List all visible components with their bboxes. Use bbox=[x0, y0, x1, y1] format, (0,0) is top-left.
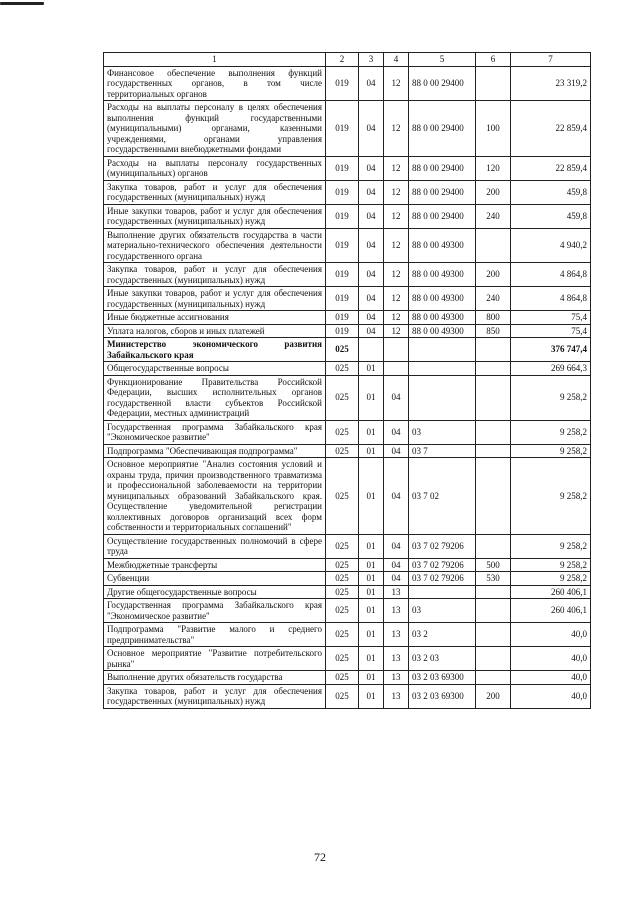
row-expense-type bbox=[476, 647, 511, 671]
row-name: Выполнение других обязательств государства в части материально-технического обеспечения деятельности государственного органа bbox=[104, 228, 326, 263]
row-target-article bbox=[409, 585, 476, 599]
row-subsection: 04 bbox=[384, 420, 409, 444]
row-ministry-code: 025 bbox=[326, 599, 359, 623]
table-row bbox=[104, 558, 591, 572]
row-name: Общегосударственные вопросы bbox=[104, 362, 326, 376]
row-section: 01 bbox=[359, 671, 384, 685]
table-row bbox=[104, 228, 591, 263]
row-expense-type bbox=[476, 623, 511, 647]
row-subsection: 12 bbox=[384, 66, 409, 101]
table-row bbox=[104, 684, 591, 708]
row-subsection: 04 bbox=[384, 558, 409, 572]
row-section: 01 bbox=[359, 623, 384, 647]
row-expense-type bbox=[476, 338, 511, 362]
row-name: Расходы на выплаты персоналу государственных (муниципальных) органов bbox=[104, 156, 326, 180]
row-expense-type bbox=[476, 362, 511, 376]
row-expense-type: 800 bbox=[476, 311, 511, 325]
row-target-article: 88 0 00 29400 bbox=[409, 180, 476, 204]
row-expense-type: 530 bbox=[476, 572, 511, 586]
row-amount: 40,0 bbox=[511, 684, 591, 708]
row-amount: 260 406,1 bbox=[511, 599, 591, 623]
table-row bbox=[104, 156, 591, 180]
row-subsection: 04 bbox=[384, 375, 409, 420]
row-target-article: 88 0 00 49300 bbox=[409, 263, 476, 287]
row-ministry-code: 025 bbox=[326, 444, 359, 458]
row-subsection: 13 bbox=[384, 684, 409, 708]
row-name: Государственная программа Забайкальского края "Экономическое развитие" bbox=[104, 599, 326, 623]
row-expense-type: 850 bbox=[476, 324, 511, 338]
row-amount: 459,8 bbox=[511, 204, 591, 228]
row-name: Министерство экономического развития Забайкальского края bbox=[104, 338, 326, 362]
row-section: 01 bbox=[359, 420, 384, 444]
row-name: Осуществление государственных полномочий в сфере труда bbox=[104, 534, 326, 558]
row-name: Закупка товаров, работ и услуг для обеспечения государственных (муниципальных) нужд bbox=[104, 180, 326, 204]
row-amount: 75,4 bbox=[511, 324, 591, 338]
table-row bbox=[104, 311, 591, 325]
row-expense-type: 500 bbox=[476, 558, 511, 572]
row-ministry-code: 025 bbox=[326, 647, 359, 671]
row-name: Другие общегосударственные вопросы bbox=[104, 585, 326, 599]
row-ministry-code: 025 bbox=[326, 572, 359, 586]
row-section: 01 bbox=[359, 362, 384, 376]
row-expense-type: 200 bbox=[476, 263, 511, 287]
row-target-article: 88 0 00 49300 bbox=[409, 324, 476, 338]
table-row bbox=[104, 287, 591, 311]
row-target-article: 03 2 bbox=[409, 623, 476, 647]
row-amount: 40,0 bbox=[511, 647, 591, 671]
row-target-article: 88 0 00 49300 bbox=[409, 311, 476, 325]
row-expense-type bbox=[476, 534, 511, 558]
row-expense-type bbox=[476, 228, 511, 263]
row-subsection: 12 bbox=[384, 263, 409, 287]
row-ministry-code: 025 bbox=[326, 338, 359, 362]
row-amount: 9 258,2 bbox=[511, 534, 591, 558]
row-subsection: 12 bbox=[384, 180, 409, 204]
row-subsection: 12 bbox=[384, 204, 409, 228]
row-amount: 23 319,2 bbox=[511, 66, 591, 101]
row-target-article: 03 7 bbox=[409, 444, 476, 458]
row-amount: 75,4 bbox=[511, 311, 591, 325]
row-ministry-code: 025 bbox=[326, 362, 359, 376]
row-section: 01 bbox=[359, 684, 384, 708]
row-name: Финансовое обеспечение выполнения функций государственных органов, в том числе территориальных органов bbox=[104, 66, 326, 101]
row-amount: 22 859,4 bbox=[511, 156, 591, 180]
row-section: 04 bbox=[359, 228, 384, 263]
row-name: Иные бюджетные ассигнования bbox=[104, 311, 326, 325]
table-row bbox=[104, 324, 591, 338]
table-row bbox=[104, 180, 591, 204]
row-section: 01 bbox=[359, 558, 384, 572]
row-ministry-code: 019 bbox=[326, 311, 359, 325]
row-amount: 376 747,4 bbox=[511, 338, 591, 362]
table-row bbox=[104, 458, 591, 535]
row-expense-type: 200 bbox=[476, 180, 511, 204]
row-ministry-code: 019 bbox=[326, 66, 359, 101]
row-name: Расходы на выплаты персоналу в целях обеспечения выполнения функций государственными (муниципальными) органами, казенными учреждениями, органами управления государственными внебюджетными фондами bbox=[104, 101, 326, 157]
row-name: Межбюджетные трансферты bbox=[104, 558, 326, 572]
row-name: Иные закупки товаров, работ и услуг для обеспечения государственных (муниципальных) нужд bbox=[104, 204, 326, 228]
column-header: 5 bbox=[409, 53, 476, 67]
row-amount: 9 258,2 bbox=[511, 558, 591, 572]
row-ministry-code: 019 bbox=[326, 101, 359, 157]
row-amount: 260 406,1 bbox=[511, 585, 591, 599]
row-section: 04 bbox=[359, 287, 384, 311]
row-ministry-code: 025 bbox=[326, 623, 359, 647]
row-section: 01 bbox=[359, 534, 384, 558]
row-name: Иные закупки товаров, работ и услуг для обеспечения государственных (муниципальных) нужд bbox=[104, 287, 326, 311]
row-section: 04 bbox=[359, 180, 384, 204]
row-ministry-code: 025 bbox=[326, 558, 359, 572]
row-subsection: 12 bbox=[384, 287, 409, 311]
row-target-article bbox=[409, 338, 476, 362]
row-section: 04 bbox=[359, 324, 384, 338]
row-name: Закупка товаров, работ и услуг для обеспечения государственных (муниципальных) нужд bbox=[104, 684, 326, 708]
row-target-article: 03 2 03 69300 bbox=[409, 671, 476, 685]
row-target-article: 03 7 02 79206 bbox=[409, 534, 476, 558]
table-row bbox=[104, 444, 591, 458]
row-expense-type bbox=[476, 599, 511, 623]
row-ministry-code: 019 bbox=[326, 263, 359, 287]
row-name: Основное мероприятие "Развитие потребительского рынка" bbox=[104, 647, 326, 671]
row-amount: 9 258,2 bbox=[511, 444, 591, 458]
row-section: 01 bbox=[359, 572, 384, 586]
table-row bbox=[104, 599, 591, 623]
row-section: 04 bbox=[359, 311, 384, 325]
row-target-article: 03 7 02 79206 bbox=[409, 572, 476, 586]
row-amount: 9 258,2 bbox=[511, 572, 591, 586]
row-ministry-code: 025 bbox=[326, 375, 359, 420]
row-section: 01 bbox=[359, 647, 384, 671]
row-expense-type: 100 bbox=[476, 101, 511, 157]
row-amount: 9 258,2 bbox=[511, 420, 591, 444]
row-subsection: 13 bbox=[384, 585, 409, 599]
row-name: Функционирование Правительства Российской Федерации, высших исполнительных органов государственной власти субъектов Российской Федерации, местных администраций bbox=[104, 375, 326, 420]
row-section: 01 bbox=[359, 599, 384, 623]
row-subsection: 12 bbox=[384, 324, 409, 338]
row-subsection: 13 bbox=[384, 599, 409, 623]
table-row bbox=[104, 338, 591, 362]
row-amount: 22 859,4 bbox=[511, 101, 591, 157]
row-name: Подпрограмма "Развитие малого и среднего предпринимательства" bbox=[104, 623, 326, 647]
scan-artifact bbox=[0, 2, 44, 5]
table-row bbox=[104, 420, 591, 444]
row-section bbox=[359, 338, 384, 362]
row-subsection: 04 bbox=[384, 572, 409, 586]
row-name: Основное мероприятие "Анализ состояния условий и охраны труда, причин производственного травматизма и профессиональной заболеваемости на территории муниципальных образований Забайкальского края. Осуществление уведомительной регистрации коллективных договоров организаций всех форм собственности и территориальных соглашений" bbox=[104, 458, 326, 535]
row-expense-type: 240 bbox=[476, 204, 511, 228]
row-expense-type bbox=[476, 671, 511, 685]
row-section: 04 bbox=[359, 101, 384, 157]
table-row bbox=[104, 375, 591, 420]
table-row bbox=[104, 101, 591, 157]
row-name: Выполнение других обязательств государства bbox=[104, 671, 326, 685]
row-ministry-code: 019 bbox=[326, 204, 359, 228]
row-name: Уплата налогов, сборов и иных платежей bbox=[104, 324, 326, 338]
row-ministry-code: 019 bbox=[326, 156, 359, 180]
row-expense-type bbox=[476, 66, 511, 101]
row-amount: 4 864,8 bbox=[511, 287, 591, 311]
table-row bbox=[104, 647, 591, 671]
row-section: 01 bbox=[359, 458, 384, 535]
row-ministry-code: 025 bbox=[326, 671, 359, 685]
table-row bbox=[104, 66, 591, 101]
row-ministry-code: 025 bbox=[326, 585, 359, 599]
row-amount: 4 864,8 bbox=[511, 263, 591, 287]
row-expense-type bbox=[476, 458, 511, 535]
row-ministry-code: 019 bbox=[326, 180, 359, 204]
row-subsection: 12 bbox=[384, 311, 409, 325]
row-target-article: 03 7 02 79206 bbox=[409, 558, 476, 572]
row-amount: 4 940,2 bbox=[511, 228, 591, 263]
row-subsection: 04 bbox=[384, 534, 409, 558]
row-subsection: 13 bbox=[384, 647, 409, 671]
row-target-article: 88 0 00 49300 bbox=[409, 228, 476, 263]
table-row bbox=[104, 362, 591, 376]
row-ministry-code: 025 bbox=[326, 534, 359, 558]
table-row bbox=[104, 534, 591, 558]
row-amount: 459,8 bbox=[511, 180, 591, 204]
row-subsection: 12 bbox=[384, 228, 409, 263]
row-subsection bbox=[384, 362, 409, 376]
row-target-article: 88 0 00 29400 bbox=[409, 66, 476, 101]
row-target-article: 88 0 00 29400 bbox=[409, 204, 476, 228]
budget-table bbox=[103, 52, 591, 709]
column-header: 3 bbox=[359, 53, 384, 67]
table-row bbox=[104, 623, 591, 647]
table-row bbox=[104, 204, 591, 228]
row-target-article: 03 bbox=[409, 599, 476, 623]
row-target-article: 88 0 00 49300 bbox=[409, 287, 476, 311]
row-amount: 40,0 bbox=[511, 671, 591, 685]
row-expense-type bbox=[476, 375, 511, 420]
row-amount: 40,0 bbox=[511, 623, 591, 647]
row-subsection: 13 bbox=[384, 623, 409, 647]
row-name: Закупка товаров, работ и услуг для обеспечения государственных (муниципальных) нужд bbox=[104, 263, 326, 287]
row-ministry-code: 019 bbox=[326, 287, 359, 311]
row-ministry-code: 019 bbox=[326, 228, 359, 263]
row-subsection: 12 bbox=[384, 156, 409, 180]
row-amount: 269 664,3 bbox=[511, 362, 591, 376]
row-section: 01 bbox=[359, 375, 384, 420]
row-expense-type bbox=[476, 444, 511, 458]
row-section: 04 bbox=[359, 66, 384, 101]
row-expense-type bbox=[476, 420, 511, 444]
row-section: 04 bbox=[359, 156, 384, 180]
row-target-article bbox=[409, 375, 476, 420]
row-target-article: 03 2 03 bbox=[409, 647, 476, 671]
row-amount: 9 258,2 bbox=[511, 458, 591, 535]
row-ministry-code: 025 bbox=[326, 420, 359, 444]
row-amount: 9 258,2 bbox=[511, 375, 591, 420]
row-expense-type bbox=[476, 585, 511, 599]
column-header: 1 bbox=[104, 53, 326, 67]
row-section: 01 bbox=[359, 444, 384, 458]
row-target-article: 88 0 00 29400 bbox=[409, 101, 476, 157]
table-row bbox=[104, 572, 591, 586]
row-ministry-code: 025 bbox=[326, 684, 359, 708]
table-header-row bbox=[104, 53, 591, 67]
row-section: 01 bbox=[359, 585, 384, 599]
page-number: 72 bbox=[314, 850, 326, 864]
row-expense-type: 240 bbox=[476, 287, 511, 311]
row-name: Подпрограмма "Обеспечивающая подпрограмма" bbox=[104, 444, 326, 458]
column-header: 2 bbox=[326, 53, 359, 67]
row-target-article: 03 7 02 bbox=[409, 458, 476, 535]
row-ministry-code: 025 bbox=[326, 458, 359, 535]
column-header: 6 bbox=[476, 53, 511, 67]
column-header: 4 bbox=[384, 53, 409, 67]
row-subsection: 04 bbox=[384, 458, 409, 535]
row-section: 04 bbox=[359, 263, 384, 287]
row-expense-type: 120 bbox=[476, 156, 511, 180]
row-subsection: 04 bbox=[384, 444, 409, 458]
row-name: Государственная программа Забайкальского края "Экономическое развитие" bbox=[104, 420, 326, 444]
column-header: 7 bbox=[511, 53, 591, 67]
table-row bbox=[104, 263, 591, 287]
row-ministry-code: 019 bbox=[326, 324, 359, 338]
table-row bbox=[104, 585, 591, 599]
row-target-article: 88 0 00 29400 bbox=[409, 156, 476, 180]
table-row bbox=[104, 671, 591, 685]
row-section: 04 bbox=[359, 204, 384, 228]
row-subsection: 13 bbox=[384, 671, 409, 685]
row-target-article bbox=[409, 362, 476, 376]
row-target-article: 03 2 03 69300 bbox=[409, 684, 476, 708]
row-name: Субвенции bbox=[104, 572, 326, 586]
row-expense-type: 200 bbox=[476, 684, 511, 708]
row-subsection: 12 bbox=[384, 101, 409, 157]
row-subsection bbox=[384, 338, 409, 362]
row-target-article: 03 bbox=[409, 420, 476, 444]
